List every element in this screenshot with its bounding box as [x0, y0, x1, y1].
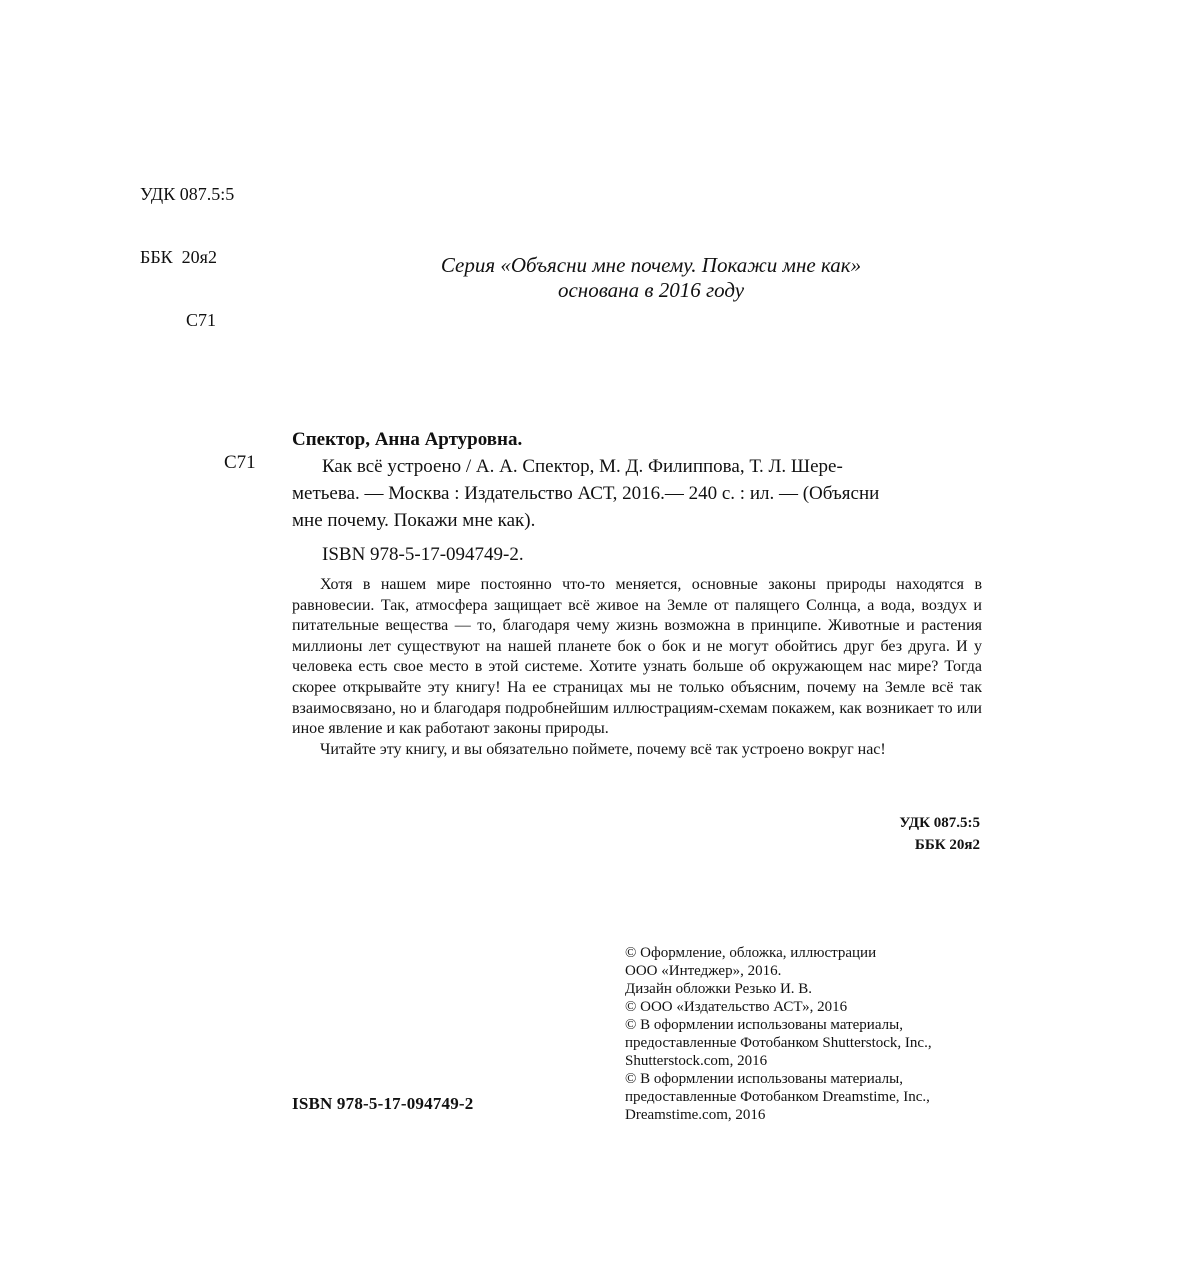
catalog-entry	[292, 426, 982, 760]
copyright-line: ООО «Интеджер», 2016.	[625, 963, 782, 979]
series-title: Серия «Объясни мне почему. Покажи мне как»	[440, 253, 862, 277]
bibliographic-line: метьева. — Москва : Издательство АСТ, 2016.— 240 с. : ил. — (Объясни	[292, 483, 880, 504]
isbn-bottom: ISBN 978-5-17-094749-2	[292, 1094, 474, 1113]
right-classification-codes	[899, 812, 980, 856]
copyright-line: © Оформление, обложка, иллюстрации	[625, 945, 877, 961]
isbn-line: ISBN 978-5-17-094749-2.	[322, 544, 524, 565]
series-note	[251, 253, 1051, 303]
margin-author-sign-code: С71	[224, 452, 256, 473]
copyright-line: © В оформлении использованы материалы,	[625, 1017, 903, 1033]
bbk-code: ББК 20я2	[140, 247, 217, 267]
top-classification-codes	[140, 142, 234, 373]
bbk-code-right: ББК 20я2	[914, 837, 980, 853]
author-sign-code: С71	[186, 310, 217, 330]
udk-code-right: УДК 087.5:5	[899, 815, 980, 831]
udk-code: УДК 087.5:5	[140, 184, 235, 204]
copyright-line: © ООО «Издательство АСТ», 2016	[625, 999, 848, 1015]
copyright-line: предоставленные Фотобанком Dreamstime, Inc.,	[625, 1089, 930, 1105]
copyright-line: © В оформлении использованы материалы,	[625, 1071, 903, 1087]
bibliographic-line: мне почему. Покажи мне как).	[292, 510, 536, 531]
bibliographic-line: Как всё устроено / А. А. Спектор, М. Д. Филиппова, Т. Л. Шере-	[322, 456, 843, 477]
annotation-paragraph: Хотя в нашем мире постоянно что-то меняется, основные законы природы находятся в равновесии. Так, атмосфера защищает всё живое на Земле от палящего Солнца, а вода, воздух и питательные вещества — то, благодаря чему жизнь возможна в принципе. Животные и растения миллионы лет существуют на нашей планете бок о бок и не могут обойтись друг без друга. И у человека есть свое место в этой системе. Хотите узнать больше об окружающем нас мире? Тогда скорее открывайте эту книгу! На ее страницах мы не только объясним, почему на Земле всё так взаимосвязано, но и благодаря подробнейшим иллюстрациям-схемам покажем, как возникает то или иное явление и как работают законы природы.	[292, 576, 982, 738]
author-heading: Спектор, Анна Артуровна.	[292, 429, 523, 450]
annotation-closing-line: Читайте эту книгу, и вы обязательно поймете, почему всё так устроено вокруг нас!	[320, 740, 886, 758]
copyright-line: Дизайн обложки Резько И. В.	[625, 981, 813, 997]
copyright-line: Dreamstime.com, 2016	[625, 1107, 766, 1123]
copyright-line: предоставленные Фотобанком Shutterstock, Inc.,	[625, 1035, 932, 1051]
copyright-line: Shutterstock.com, 2016	[625, 1053, 768, 1069]
copyright-block	[625, 944, 1015, 1124]
series-founded: основана в 2016 году	[557, 278, 745, 302]
